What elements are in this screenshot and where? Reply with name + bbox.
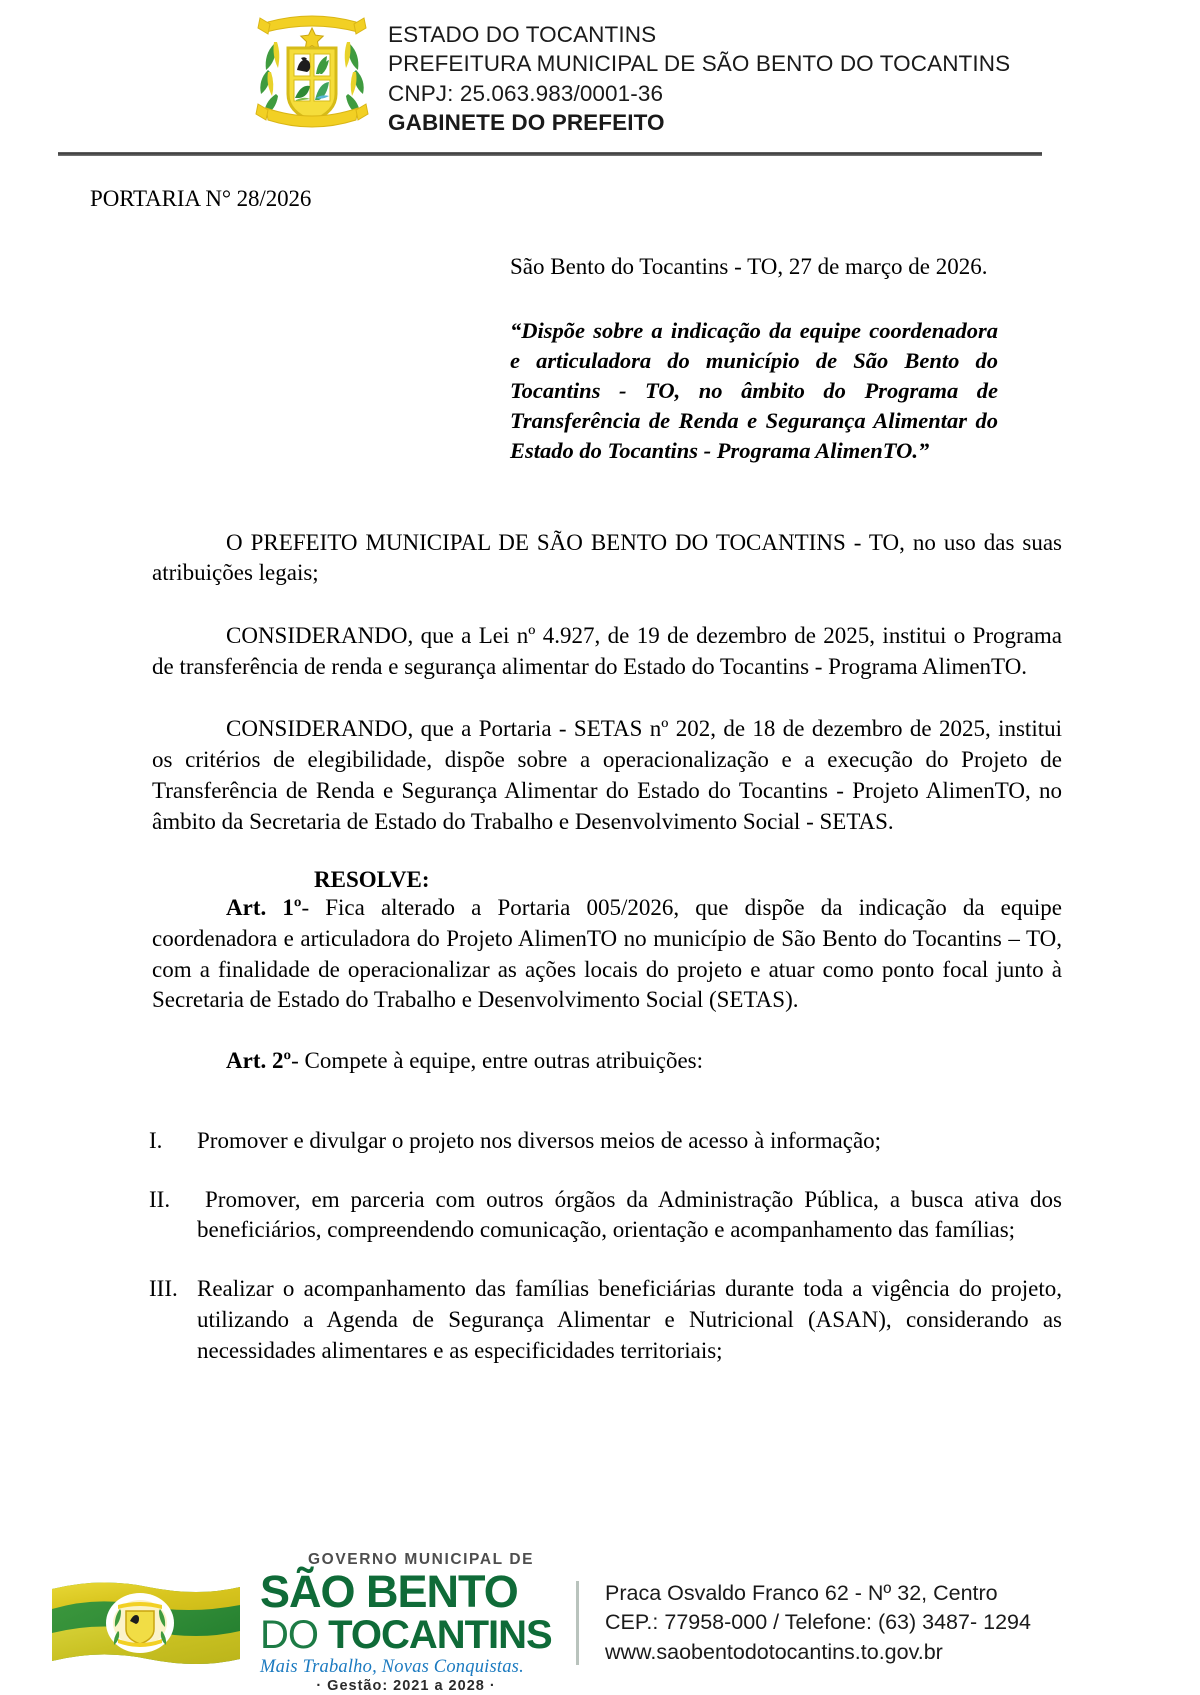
- list-item-text: Promover e divulgar o projeto nos diversos meios de acesso à informação;: [197, 1128, 882, 1154]
- article-1-paragraph: [152, 893, 1062, 1016]
- list-item-marker: II.: [149, 1186, 171, 1212]
- list-item-marker: III.: [149, 1276, 178, 1302]
- wordmark-term: · Gestão: 2021 a 2028 ·: [316, 1678, 496, 1695]
- header-line-estado: ESTADO DO TOCANTINS: [388, 22, 657, 47]
- wordmark-city-line: SÃO BENTO: [260, 1565, 518, 1617]
- header-line-cnpj: CNPJ: 25.063.983/0001-36: [388, 80, 664, 106]
- article-1-text: - Fica alterado a Portaria 005/2026, que dispõe da indicação da equipe coordenadora e articuladora do Projeto AlimenTO no município de São Bento do Tocantins – TO, com a finalidade de operacionalizar as ações locais do projeto e atuar como ponto focal junto à Secretaria de Estado do Trabalho e Desenvolvimento Social (SETAS).: [152, 895, 1062, 1013]
- list-item-text: Promover, em parceria com outros órgãos da Administração Pública, a busca ativa dos beneficiários, compreendendo comunicação, orientação e acompanhamento das famílias;: [197, 1186, 1062, 1243]
- preamble-remainder: no uso das suas atribuições legais;: [152, 529, 1062, 586]
- document-footer: [0, 1551, 1200, 1695]
- coat-of-arms-icon: [246, 8, 378, 134]
- municipal-wordmark: [260, 1552, 552, 1694]
- ementa-summary: “Dispõe sobre a indicação da equipe coordenadora e articuladora do município de São Bento do Tocantins - TO, no âmbito do Programa de Transferência de Renda e Segurança Alimentar do Estado do Tocantins - Programa AlimenTO.”: [510, 318, 998, 463]
- wordmark-state-name: TOCANTINS: [328, 1612, 552, 1657]
- wordmark-state-prefix: DO: [260, 1612, 329, 1657]
- wordmark-top-line: GOVERNO MUNICIPAL DE: [308, 1551, 535, 1569]
- preamble-authority: O PREFEITO MUNICIPAL DE SÃO BENTO DO TOCANTINS - TO,: [226, 529, 905, 555]
- document-header: [0, 8, 1200, 140]
- article-2-label: Art. 2º: [226, 1048, 292, 1074]
- header-line-prefeitura: PREFEITURA MUNICIPAL DE SÃO BENTO DO TOCANTINS: [388, 51, 1011, 77]
- attributions-list: [124, 1126, 1062, 1366]
- list-item: [124, 1126, 1062, 1157]
- place-and-date: São Bento do Tocantins - TO, 27 de março de 2026.: [510, 254, 988, 279]
- footer-address-street: Praca Osvaldo Franco 62 - Nº 32, Centro: [605, 1580, 998, 1605]
- resolve-heading: RESOLVE:: [314, 867, 430, 893]
- footer-website[interactable]: www.saobentodotocantins.to.gov.br: [605, 1639, 943, 1664]
- header-text-block: [388, 8, 1010, 137]
- article-2-text: - Compete à equipe, entre outras atribuições:: [291, 1048, 704, 1074]
- page-title: PORTARIA N° 28/2026: [90, 186, 312, 211]
- list-item-marker: I.: [149, 1128, 163, 1154]
- footer-divider: [576, 1581, 579, 1665]
- article-1-label: Art. 1º: [226, 895, 302, 921]
- list-item-text: Realizar o acompanhamento das famílias beneficiárias durante toda a vigência do projeto, utilizando a Agenda de Segurança Alimentar e Nutricional (ASAN), considerando as necessidades alimentares e as especificidades territoriais;: [197, 1276, 1062, 1363]
- header-divider: [58, 152, 1042, 156]
- list-item: [124, 1185, 1062, 1246]
- municipal-flag-icon: [48, 1575, 244, 1671]
- footer-address-cep-phone: CEP.: 77958-000 / Telefone: (63) 3487- 1294: [605, 1610, 1031, 1635]
- wordmark-state-line: [260, 1612, 552, 1657]
- list-item: [124, 1274, 1062, 1366]
- footer-address-block: [605, 1579, 1031, 1668]
- header-line-gabinete: GABINETE DO PREFEITO: [388, 109, 665, 135]
- document-body: [90, 186, 1062, 1394]
- considerando-paragraph-1: CONSIDERANDO, que a Lei nº 4.927, de 19 de dezembro de 2025, institui o Programa de transferência de renda e segurança alimentar do Estado do Tocantins - Programa AlimenTO.: [152, 623, 1062, 679]
- considerando-paragraph-2: CONSIDERANDO, que a Portaria - SETAS nº 202, de 18 de dezembro de 2025, institui os critérios de elegibilidade, dispõe sobre a operacionalização e a execução do Projeto de Transferência de Renda e Segurança Alimentar do Estado do Tocantins - Projeto AlimenTO, no âmbito da Secretaria de Estado do Trabalho e Desenvolvimento Social - SETAS.: [152, 716, 1062, 834]
- article-2-paragraph: [152, 1048, 1062, 1074]
- preamble-paragraph: [152, 528, 1062, 589]
- wordmark-slogan: Mais Trabalho, Novas Conquistas.: [260, 1656, 524, 1677]
